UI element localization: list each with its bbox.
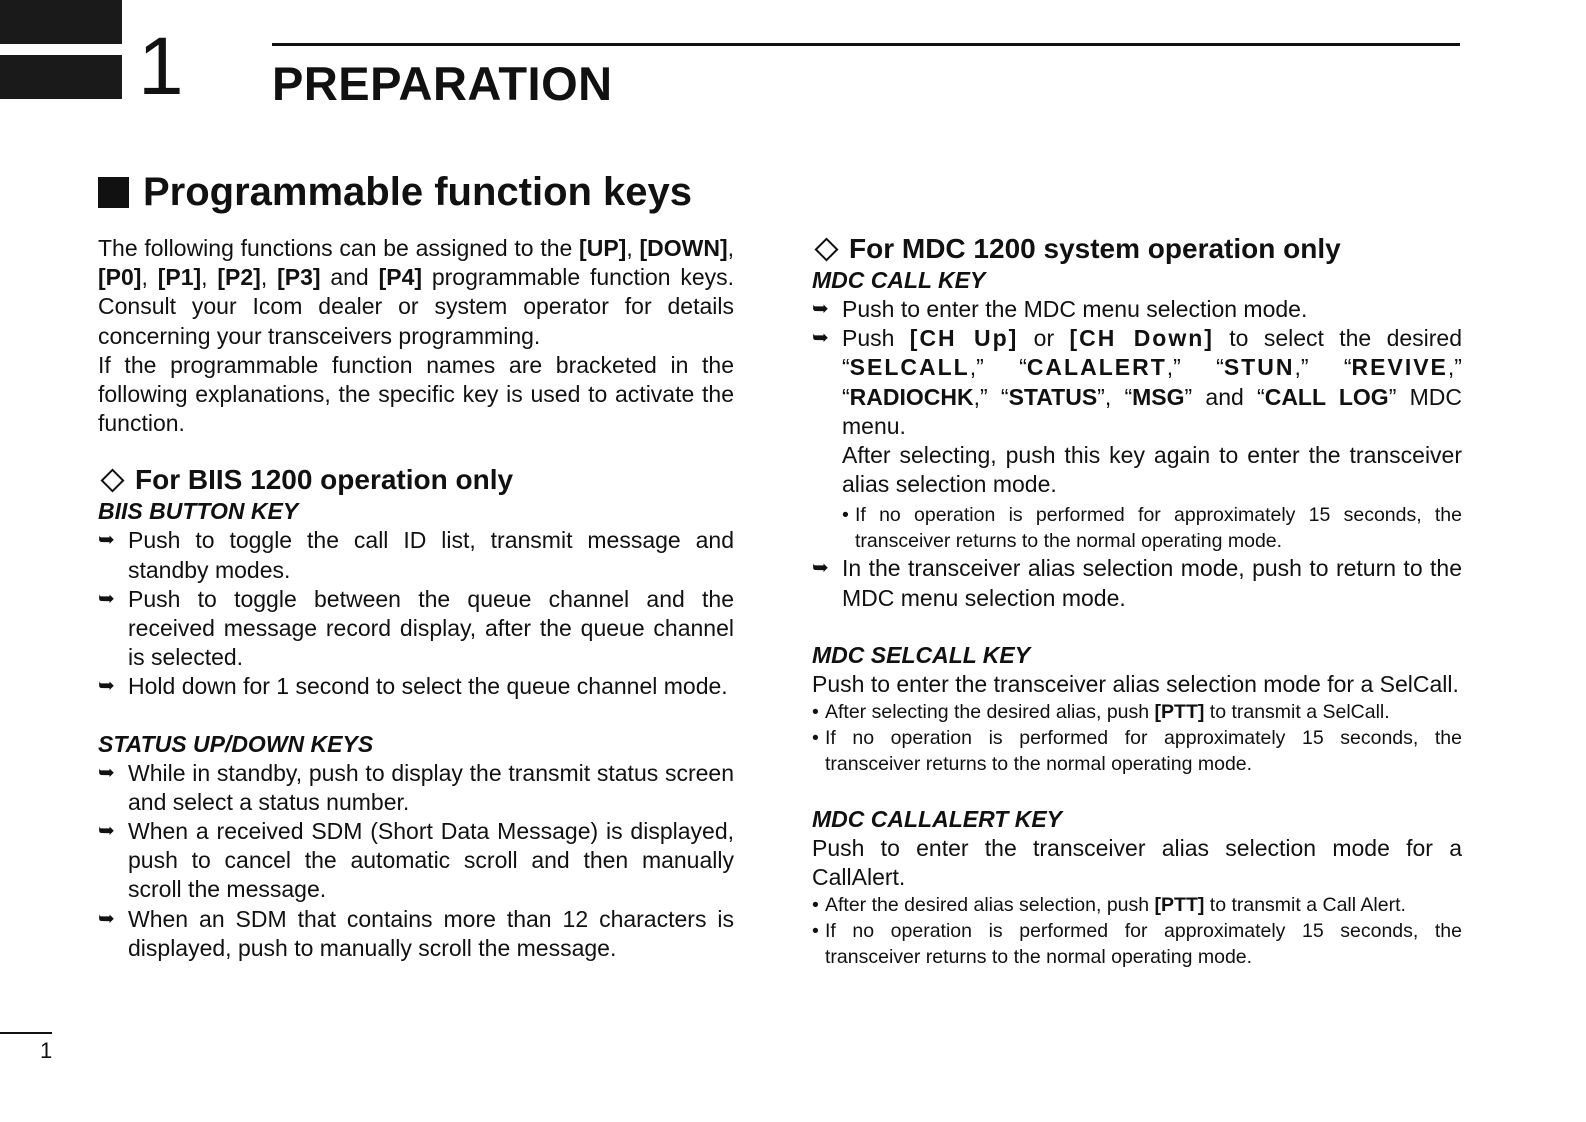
text: ” and “ [1184, 383, 1265, 410]
intro-sep: and [320, 264, 379, 291]
menu-selcall: SELCALL [849, 354, 970, 381]
mdc-call-key-list [812, 295, 1462, 613]
key-up: [UP] [579, 235, 627, 261]
text: ,” “ [973, 383, 1009, 410]
text: Push [842, 325, 910, 352]
bullet-icon: • [812, 727, 819, 750]
note [842, 502, 1462, 554]
intro-sep: , [727, 235, 734, 261]
diamond-icon [814, 237, 838, 261]
intro-text: The following functions can be assigned to the [98, 235, 580, 261]
key-ptt: [PTT] [1154, 894, 1205, 917]
list-item [98, 905, 734, 963]
key-p4: [P4] [378, 264, 423, 291]
list-item-text [842, 325, 1462, 439]
arrow-icon: ➥ [98, 907, 115, 930]
biis-button-key-list [98, 526, 734, 701]
header-rule [272, 43, 1460, 46]
text: ”, “ [1097, 383, 1133, 410]
note [812, 892, 1462, 918]
intro-sep: , [201, 264, 218, 291]
bullet-icon: • [842, 504, 849, 527]
list-item [98, 526, 734, 584]
list-item-text: Hold down for 1 second to select the queue channel mode. [128, 673, 728, 700]
text: ,” “ [969, 354, 1027, 381]
text: to select the desired “ [842, 325, 1462, 381]
status-keys-title: STATUS UP/DOWN KEYS [98, 730, 374, 757]
section-title [98, 170, 692, 215]
list-item-text: Push to toggle between the queue channel and the received message record display, after the queue channel is selected. [128, 585, 734, 671]
chapter-tab-bar-top [0, 0, 122, 44]
arrow-icon: ➥ [98, 820, 115, 843]
menu-revive: REVIVE [1351, 354, 1448, 381]
section-title-text: Programmable function keys [143, 170, 693, 214]
menu-radiochk: RADIOCHK [849, 383, 974, 410]
text: or [1018, 325, 1070, 352]
key-ptt: [PTT] [1154, 701, 1205, 724]
diamond-icon [100, 468, 124, 492]
list-item [98, 672, 734, 701]
key-p3: [P3] [277, 264, 321, 291]
menu-stun: STUN [1223, 354, 1295, 381]
mdc-heading [812, 232, 1462, 266]
key-down: [DOWN] [639, 235, 728, 261]
status-keys-list [98, 759, 734, 963]
list-item [812, 295, 1462, 324]
biis-heading-text: For BIIS 1200 operation only [135, 464, 514, 496]
list-item [812, 324, 1462, 554]
intro-sep: , [141, 264, 158, 291]
mdc-call-key-title: MDC CALL KEY [812, 267, 986, 293]
chapter-tab-bar-bottom [0, 55, 122, 99]
mdc-callalert-key-title: MDC CALLALERT KEY [812, 806, 1063, 833]
key-p0: [P0] [98, 264, 142, 291]
key-p1: [P1] [157, 264, 202, 291]
key-p2: [P2] [217, 264, 261, 291]
note-text: If no operation is performed for approximately 15 seconds, the transceiver returns to the normal operating mode. [825, 920, 1462, 969]
text: ” MDC menu. [842, 383, 1462, 439]
arrow-icon: ➥ [98, 587, 115, 610]
note [812, 918, 1462, 970]
note-text: to transmit a SelCall. [1204, 701, 1390, 724]
list-item [98, 585, 734, 673]
note [812, 699, 1462, 725]
arrow-icon: ➥ [812, 327, 829, 350]
key-ch-up: [CH Up] [909, 325, 1019, 352]
list-item-text: While in standby, push to display the transmit status screen and select a status number. [128, 759, 734, 815]
mdc-heading-text: For MDC 1200 system operation only [849, 233, 1341, 264]
chapter-number: 1 [138, 21, 184, 112]
note [812, 725, 1462, 777]
note-text: If no operation is performed for approximately 15 seconds, the transceiver returns to the normal operating mode. [825, 727, 1462, 776]
note-text: After the desired alias selection, push [825, 894, 1155, 917]
right-column [812, 232, 1462, 970]
menu-calalert: CALALERT [1026, 354, 1167, 381]
text: ,” “ [1166, 354, 1224, 381]
biis-heading [98, 463, 734, 497]
list-item [812, 554, 1462, 612]
intro-paragraph-2: If the programmable function names are bracketed in the following explanations, the specific key is used to activate the function. [98, 351, 734, 437]
page-number: 1 [40, 1038, 53, 1063]
list-item-text: Push to enter the MDC menu selection mode. [842, 296, 1308, 322]
square-bullet-icon [98, 177, 129, 208]
menu-msg: MSG [1132, 383, 1185, 410]
list-item-text: Push to toggle the call ID list, transmit message and standby modes. [128, 527, 734, 583]
intro-paragraph-1 [98, 234, 734, 351]
arrow-icon: ➥ [98, 529, 115, 552]
mdc-call-key-after: After selecting, push this key again to enter the transceiver alias selection mode. [842, 442, 1462, 498]
biis-button-key-title: BIIS BUTTON KEY [98, 498, 299, 525]
note-text: After selecting the desired alias, push [825, 701, 1155, 724]
intro-sep: , [626, 235, 640, 261]
bullet-icon: • [812, 920, 819, 943]
intro-sep: , [260, 264, 278, 291]
note-text: to transmit a Call Alert. [1204, 894, 1406, 917]
list-item-text: When an SDM that contains more than 12 characters is displayed, push to manually scroll the message. [128, 905, 734, 961]
menu-call-log: CALL LOG [1264, 383, 1389, 410]
key-ch-down: [CH Down] [1069, 325, 1214, 352]
intro-text: programmable function keys. Consult your Icom dealer or system operator for details concerning your transceivers programming. [98, 264, 735, 349]
chapter-title: PREPARATION [272, 57, 613, 110]
bullet-icon: • [812, 894, 819, 917]
text: ,” “ [842, 354, 1462, 410]
mdc-selcall-key-title: MDC SELCALL KEY [812, 641, 1031, 668]
list-item-text: When a received SDM (Short Data Message) is displayed, push to cancel the automatic scroll and then manually scroll the message. [128, 818, 734, 903]
mdc-callalert-desc: Push to enter the transceiver alias selection mode for a CallAlert. [812, 835, 1462, 891]
list-item [98, 817, 734, 905]
note-text: If no operation is performed for approximately 15 seconds, the transceiver returns to the normal operating mode. [855, 504, 1462, 553]
arrow-icon: ➥ [98, 675, 115, 698]
arrow-icon: ➥ [812, 298, 829, 320]
list-item-text: In the transceiver alias selection mode, push to return to the MDC menu selection mode. [842, 555, 1462, 611]
left-column [98, 234, 734, 963]
menu-status: STATUS [1008, 383, 1098, 410]
arrow-icon: ➥ [98, 761, 115, 784]
list-item [98, 759, 734, 817]
mdc-selcall-desc: Push to enter the transceiver alias selection mode for a SelCall. [812, 670, 1459, 697]
arrow-icon: ➥ [812, 557, 829, 580]
footer-rule [0, 1032, 52, 1034]
text: ,” “ [1294, 354, 1352, 381]
bullet-icon: • [812, 701, 819, 724]
